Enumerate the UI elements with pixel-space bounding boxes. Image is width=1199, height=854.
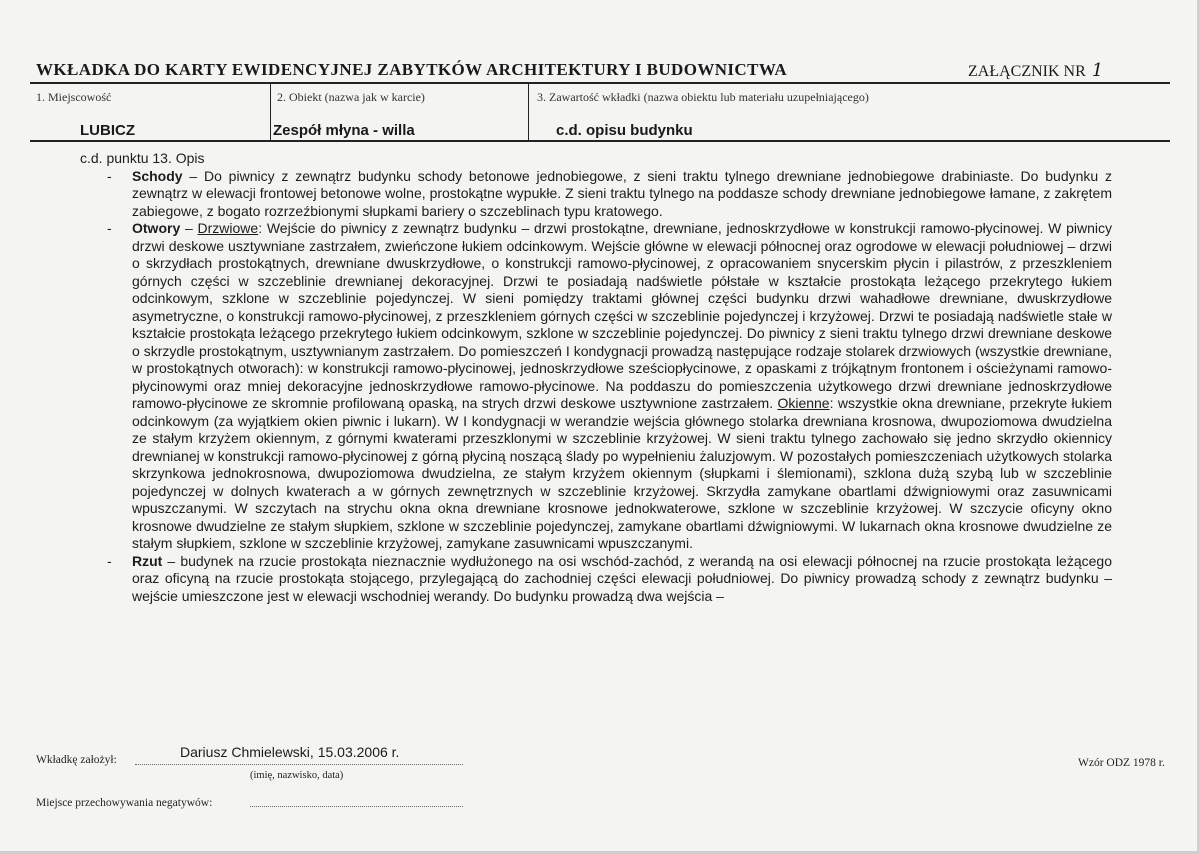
list-item-schody: [80, 168, 1112, 221]
drzwiowe-text: : Wejście do piwnicy z zewnątrz budynku – drzwi prostokątne, drewniane, jednoskrzydłowe w konstrukcji ramowo-płycinowej. W piwnicy drzwi deskowe usztywniane zastrzałem, zwieńczone łukiem odcinkowym. Wejście główne w elewacji północnej oraz ogrodowe w elewacji południowej – drzwi o skrzydłach prostokątnych, drewniane dwuskrzydłowe, o konstrukcji ramowo-płycinowej, z opracowaniem snycerskim płycin i pilastrów, z przeszkleniem górnych części w szczeblinie drewnianej dekoracyjnej. Drzwi te posiadają nadświetle półstałe w kształcie prostokąta leżącego przekrytego łukiem odcinkowym, szklone w szczeblinie pojedynczej. W sieni pomiędzy traktami głównej części budynku drzwi wahadłowe drewniane, dwuskrzydłowe asymetryczne, o konstrukcji ramowo-płycinowej, z przeszkleniem górnych części w szczeblinie pojedynczej i krzyżowej. Drzwi te posiadają nadświetle stałe w kształcie prostokąta leżącego przekrytego łukiem odcinkowym, szklone w szczeblinie pojedynczej. Do piwnicy z sieni traktu tylnego drzwi drewniane deskowe o skrzydle prostokątnym, usztywnianym zastrzałem. Do pomieszczeń I kondygnacji prowadzą następujące rodzaje stolarek drzwiowych (wszystkie drewniane, w prostokątnych otworach): w konstrukcji ramowo-płycinowej, jednoskrzydłowe sześciopłycinowe, z opaskami z trójkątnym frontonem i ościeżynami ramowo-płycinowymi oraz mniej dekoracyjne jednoskrzydłowe ramowo-płycinowe. Na poddaszu do pomieszczenia użytkowego drzwi drewniane jednoskrzydłowe ramowo-płycinowe ze skromnie profilowaną opaską, na strych drzwi deskowe usztywnione zastrzałem.: [132, 220, 1112, 411]
zalozyl-label: Wkładkę założył:: [36, 754, 117, 766]
header-bottom-rule: [30, 140, 1170, 142]
negatywy-dotted-line: [250, 806, 463, 807]
otwory-dash: –: [180, 220, 198, 236]
drzwiowe-subheading: Drzwiowe: [197, 220, 259, 236]
section-intro: c.d. punktu 13. Opis: [80, 150, 205, 166]
obiekt-value: Zespół młyna - willa: [273, 122, 415, 139]
column-divider-1: [270, 84, 271, 140]
zawartosc-value: c.d. opisu budynku: [556, 122, 693, 139]
schody-text: – Do piwnicy z zewnątrz budynku schody betonowe jednobiegowe, z sieni traktu tylnego drewniane jednobiegowe drabiniaste. Do budynku z zewnątrz w elewacji frontowej betonowe wolne, prostokątne wypukłe. Z sieni traktu tylnego na poddasze schody drewniane jednobiegowe łamane, z zakrętem zabiegowe, z bogato rozrzeźbionymi słupkami bariery o szczeblinach typu kratowego.: [132, 167, 1112, 219]
rzut-heading: Rzut: [132, 552, 163, 569]
schody-heading: Schody: [132, 167, 183, 184]
annex-label: ZAŁĄCZNIK NR: [968, 63, 1086, 80]
annex-label-group: [968, 60, 1103, 81]
otwory-heading: Otwory: [132, 220, 181, 236]
rzut-text: – budynek na rzucie prostokąta nieznacznie wydłużonego na osi wschód-zachód, z werandą na osi elewacji północnej na rzucie prostokąta leżącego oraz oficyną na rzucie prostokąta stojącego, przylegającą do zachodniej części elewacji południowej. Do piwnicy prowadzą schody z zewnątrz budynku – wejście umieszczone jest w elewacji wschodniej werandy. Do budynku prowadzą dwa wejścia –: [132, 552, 1112, 604]
column-divider-2: [528, 84, 529, 140]
negatywy-label: Miejsce przechowywania negatywów:: [36, 797, 213, 809]
list-item-otwory: [80, 220, 1112, 553]
obiekt-label: 2. Obiekt (nazwa jak w karcie): [277, 90, 425, 104]
description-body: [80, 150, 1112, 605]
header-top-rule: [30, 82, 1170, 84]
okienne-text: : wszystkie okna drewniane, przekryte łukiem odcinkowym (za wyjątkiem okien piwnic i lukarn). W I kondygnacji w werandzie wejścia głównego stolarka drewniana krosnowa, dwupoziomowa dwudzielna ze stałym krzyżem okiennym, z górnymi kwaterami przeszklonymi w szczeblinie krzyżowej. W sieni traktu tylnego zachowało się jedno skrzydło okiennicy drewnianej w konstrukcji ramowo-płycinowej z górną płyciną noszącą ślady po wypełnieniu żaluzjowym. W pozostałych pomieszczeniach użytkowych stolarka skrzynkowa jednokrosnowa, dwupoziomowa dwudzielna, ze stałym krzyżem okiennym (słupkami i ślemionami), szklona dużą szybą lub w szczeblinie pojedynczej w dolnych kwaterach a w górnych zewnętrznych w szczeblinie krzyżowej. Skrzydła zamykane obartlami dźwigniowymi oraz zasuwnicami wpuszczanymi. W szczytach na strychu okna okna drewniane krosnowe jednokwaterowe, szklone w szczeblinie krzyżowej. W szczycie oficyny okno krosnowe dwudzielne ze stałym słupkiem, szklone w szczeblinie pojedynczej, zamykane obartlami dźwigniowymi. W lukarnach okna krosnowe dwudzielne ze stałym słupkiem, szklone w szczeblinie krzyżowej, zamykane zasuwnicami wpuszczanymi.: [132, 395, 1112, 551]
miejscowosc-value: LUBICZ: [80, 122, 135, 139]
wzor-label: Wzór ODZ 1978 r.: [1078, 757, 1165, 769]
miejscowosc-label: 1. Miejscowość: [36, 90, 112, 104]
zalozyl-value: Dariusz Chmielewski, 15.03.2006 r.: [180, 744, 400, 760]
description-list: [80, 168, 1112, 606]
annex-number: 1: [1091, 60, 1104, 81]
zalozyl-dotted-line: [135, 764, 463, 765]
okienne-subheading: Okienne: [777, 395, 830, 411]
zalozyl-hint: (imię, nazwisko, data): [250, 770, 344, 781]
form-title: WKŁADKA DO KARTY EWIDENCYJNEJ ZABYTKÓW ARCHITEKTURY I BUDOWNICTWA: [36, 60, 788, 79]
list-item-rzut: [80, 553, 1112, 606]
zawartosc-label: 3. Zawartość wkładki (nazwa obiektu lub materiału uzupełniającego): [537, 90, 869, 104]
